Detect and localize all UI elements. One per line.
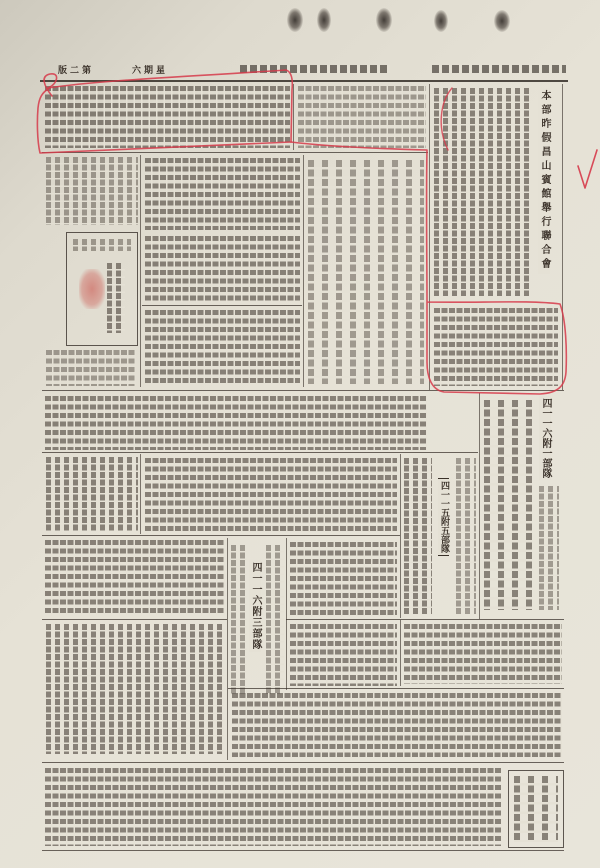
column-divider (400, 454, 401, 618)
column-divider (140, 454, 141, 534)
section-divider (286, 619, 564, 620)
column-divider (140, 155, 141, 387)
punch-hole (376, 8, 392, 32)
article-text-block (145, 158, 300, 230)
punch-hole (434, 10, 448, 32)
weekday-label: 星期六 (132, 66, 169, 76)
article-text-block (46, 157, 138, 225)
contents-box-text (73, 239, 131, 251)
section-divider (142, 305, 302, 306)
contents-box (66, 232, 138, 346)
article-text-block (266, 545, 284, 695)
article-text-block (232, 693, 562, 757)
section-divider (42, 390, 564, 391)
page-header (40, 60, 568, 82)
headline-right-lower: 四一一六附一部隊 (540, 398, 551, 478)
article-text-block (145, 236, 300, 302)
section-divider (228, 688, 564, 689)
section-divider (42, 619, 227, 620)
article-text-block (290, 542, 397, 616)
contents-box-text (107, 263, 125, 333)
column-divider (293, 84, 294, 150)
column-divider (303, 155, 304, 387)
page-bottom-rule (42, 850, 564, 851)
publication-info-box (508, 770, 564, 848)
article-text-block (46, 457, 138, 531)
article-text-block (456, 458, 476, 614)
article-text-block (46, 350, 136, 386)
section-divider (42, 535, 400, 536)
article-text-block (484, 400, 532, 610)
punch-hole (287, 8, 303, 32)
article-text-block (298, 86, 426, 148)
column-divider (400, 620, 401, 686)
column-divider (562, 84, 563, 390)
section-divider (42, 452, 478, 453)
article-text-block (45, 540, 225, 616)
headline-lower: 四一一六附三部隊 (250, 562, 261, 650)
column-divider (286, 538, 287, 690)
column-divider (479, 393, 480, 619)
article-text-block (308, 160, 424, 384)
article-text-block (45, 86, 290, 148)
section-divider (42, 762, 564, 763)
punch-hole (317, 8, 331, 32)
headline-right-top: 本部昨假昌山賓館舉行聯合會 (539, 90, 550, 272)
red-seal-stamp (79, 269, 105, 309)
headline-middle: 四一一五附五部隊 (438, 478, 449, 556)
article-text-block (145, 310, 300, 384)
article-text-block (404, 458, 432, 614)
article-text-block (290, 624, 397, 686)
article-text-block (45, 768, 501, 846)
header-date (432, 65, 566, 73)
article-text-block (434, 88, 530, 296)
article-text-block (45, 396, 427, 450)
header-paper-name (240, 65, 390, 73)
publication-info-text (514, 776, 558, 842)
column-divider (429, 84, 430, 390)
article-text-block (46, 624, 224, 754)
red-check-mark (578, 150, 597, 188)
article-text-block (404, 624, 562, 684)
article-text-block-highlighted (434, 308, 558, 386)
article-text-block (539, 486, 559, 610)
punch-hole (494, 10, 510, 32)
column-divider (227, 538, 228, 760)
section-divider (42, 152, 428, 153)
article-text-block (145, 458, 397, 532)
edition-label: 第二版 (58, 66, 95, 76)
article-text-block (231, 545, 247, 695)
